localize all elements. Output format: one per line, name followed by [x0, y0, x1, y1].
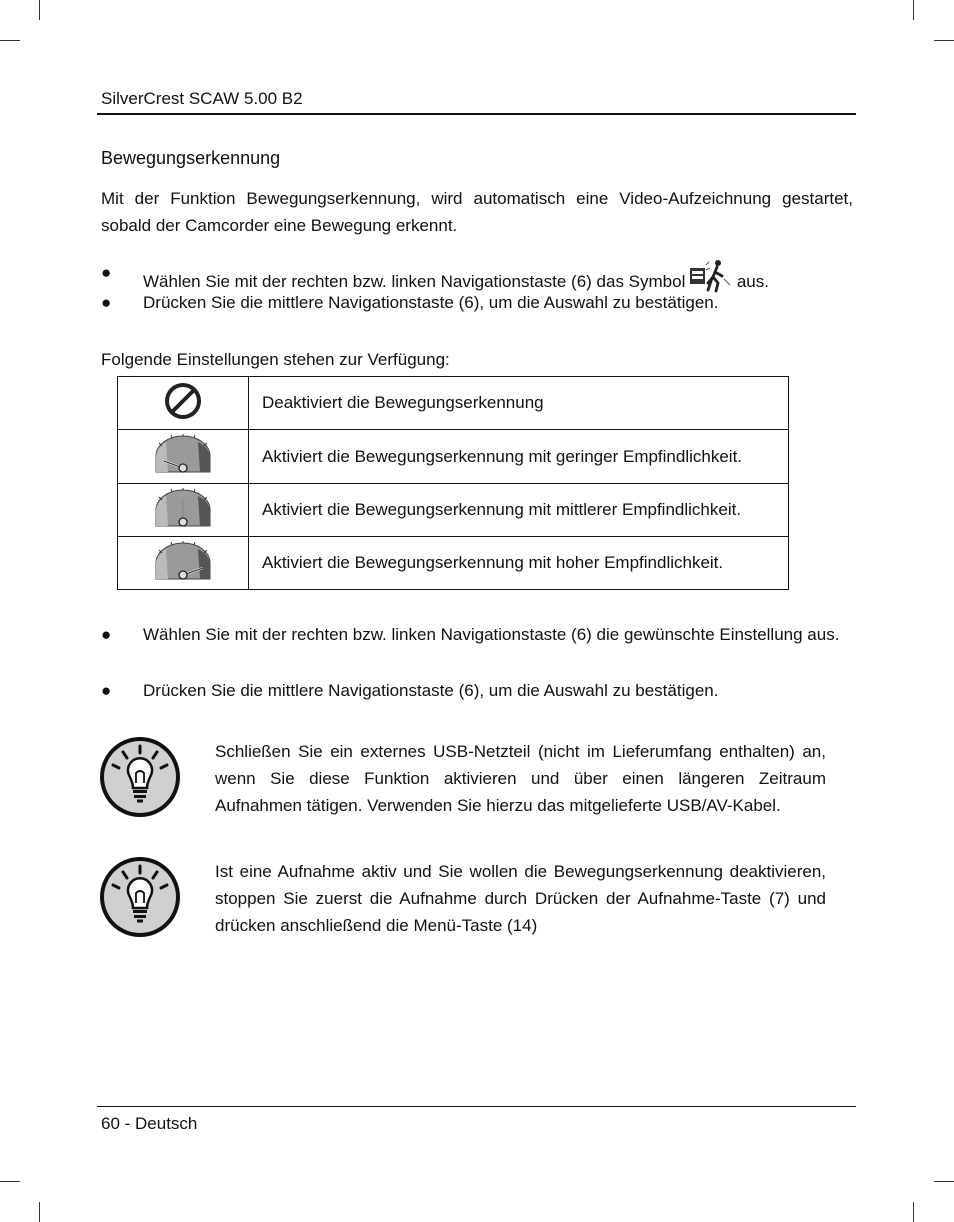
motion-detection-icon — [690, 259, 732, 293]
gauge-high-icon — [154, 541, 212, 581]
settings-intro: Folgende Einstellungen stehen zur Verfügung: — [101, 350, 450, 369]
crop-mark — [0, 1181, 20, 1182]
step-text-before: Wählen Sie mit der rechten bzw. linken Navigationstaste (6) das Symbol — [143, 272, 691, 291]
table-row — [118, 377, 789, 430]
setting-description: Aktiviert die Bewegungserkennung mit hoher Empfindlichkeit. — [249, 537, 789, 590]
lightbulb-icon — [98, 855, 182, 939]
crop-mark — [934, 40, 954, 41]
gauge-low-icon — [154, 434, 212, 474]
setting-description: Aktiviert die Bewegungserkennung mit geringer Empfindlichkeit. — [249, 430, 789, 484]
section-heading: Bewegungserkennung — [101, 148, 281, 168]
bullet-dot: ● — [101, 263, 112, 282]
tip-text: Schließen Sie ein externes USB-Netzteil (nicht im Lieferumfang enthalten) an, wenn Sie diese Funktion aktivieren und über einen längeren Zeitraum Aufnahmen tätigen. Verwenden Sie hierzu das mitgelieferte USB/AV-Kabel. — [215, 742, 826, 815]
gauge-medium-icon — [154, 488, 212, 528]
table-row — [118, 484, 789, 537]
prohibited-icon — [163, 381, 203, 421]
settings-table — [117, 376, 789, 590]
table-row — [118, 430, 789, 484]
intro-paragraph: Mit der Funktion Bewegungserkennung, wird automatisch eine Video-Aufzeichnung gestartet, sobald der Camcorder eine Bewegung erkennt. — [101, 189, 853, 235]
crop-mark — [934, 1181, 954, 1182]
setting-description: Aktiviert die Bewegungserkennung mit mittlerer Empfindlichkeit. — [249, 484, 789, 537]
list-item — [101, 677, 853, 704]
bullet-dot: ● — [101, 681, 112, 700]
crop-mark — [913, 1202, 914, 1222]
tip-text: Ist eine Aufnahme aktiv und Sie wollen die Bewegungserkennung deaktivieren, stoppen Sie zuerst die Aufnahme durch Drücken der Aufnahme-Taste (7) und drücken anschließend die Menü-Taste (14) — [215, 862, 826, 935]
step-text-after: aus. — [732, 272, 769, 291]
footer-rule — [97, 1106, 856, 1107]
crop-mark — [0, 40, 20, 41]
setting-description: Deaktiviert die Bewegungserkennung — [249, 377, 789, 430]
crop-mark — [39, 0, 40, 20]
table-row — [118, 537, 789, 590]
crop-mark — [913, 0, 914, 20]
bullet-dot: ● — [101, 625, 112, 644]
step-text: Drücken Sie die mittlere Navigationstaste (6), um die Auswahl zu bestätigen. — [143, 681, 719, 700]
step-text: Drücken Sie die mittlere Navigationstaste (6), um die Auswahl zu bestätigen. — [143, 293, 719, 312]
crop-mark — [39, 1202, 40, 1222]
bullet-dot: ● — [101, 293, 112, 312]
list-item — [101, 289, 853, 316]
lightbulb-icon — [98, 735, 182, 819]
header-rule — [97, 113, 856, 115]
running-header: SilverCrest SCAW 5.00 B2 — [101, 89, 303, 108]
step-text: Wählen Sie mit der rechten bzw. linken Navigationstaste (6) die gewünschte Einstellung aus. — [143, 625, 840, 644]
list-item — [101, 621, 853, 648]
page-number: 60 - Deutsch — [101, 1114, 198, 1133]
